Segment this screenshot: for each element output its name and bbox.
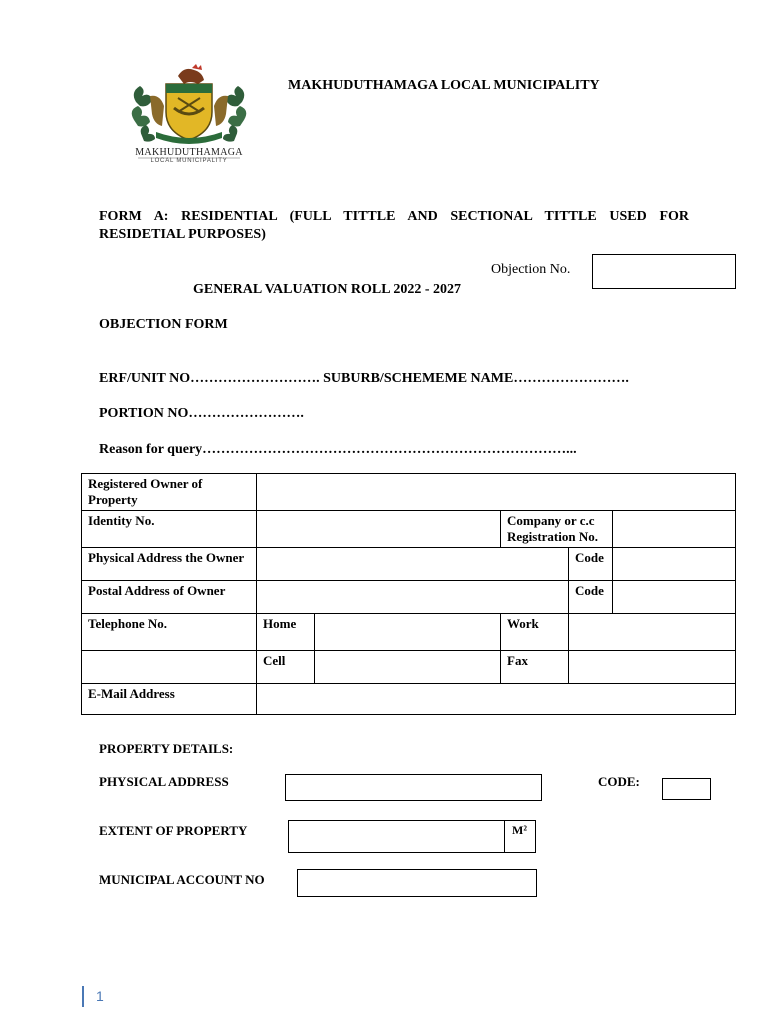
property-code-field[interactable] bbox=[662, 778, 711, 800]
fax-label: Fax bbox=[501, 651, 569, 684]
extent-label: EXTENT OF PROPERTY bbox=[99, 823, 248, 838]
coat-of-arms-icon bbox=[128, 62, 250, 164]
property-code-label: CODE: bbox=[598, 774, 640, 789]
logo-text-line2: LOCAL MUNICIPALITY bbox=[150, 158, 228, 164]
work-phone-field[interactable] bbox=[569, 614, 736, 651]
registered-owner-label: Registered Owner of Property bbox=[82, 474, 257, 511]
account-no-field[interactable] bbox=[297, 869, 537, 897]
roll-title: GENERAL VALUATION ROLL 2022 - 2027 bbox=[193, 282, 461, 297]
telephone-label: Telephone No. bbox=[82, 614, 257, 651]
portion-line: PORTION NO……………………. bbox=[99, 406, 304, 421]
physical-address-label: PHYSICAL ADDRESS bbox=[99, 774, 229, 789]
municipality-name: MAKHUDUTHAMAGA LOCAL MUNICIPALITY bbox=[288, 78, 600, 93]
postal-code-label: Code bbox=[569, 581, 613, 614]
form-title: FORM A: RESIDENTIAL (FULL TITTLE AND SECTIONAL TITTLE USED FOR RESIDETIAL PURPOSES) bbox=[99, 209, 689, 242]
postal-address-owner-label: Postal Address of Owner bbox=[82, 581, 257, 614]
objection-no-field[interactable] bbox=[592, 254, 736, 289]
registered-owner-field[interactable] bbox=[257, 474, 736, 511]
page-number-bar bbox=[82, 986, 84, 1007]
account-no-label: MUNICIPAL ACCOUNT NO bbox=[99, 872, 265, 887]
company-reg-label: Company or c.c Registration No. bbox=[501, 511, 613, 548]
logo-text-line1: MAKHUDUTHAMAGA bbox=[135, 147, 243, 158]
reason-line: Reason for query……………………………………………………………………... bbox=[99, 442, 577, 457]
cell-phone-field[interactable] bbox=[315, 651, 501, 684]
municipality-logo bbox=[128, 62, 250, 164]
physical-address-field[interactable] bbox=[285, 774, 542, 801]
work-label: Work bbox=[501, 614, 569, 651]
home-label: Home bbox=[257, 614, 315, 651]
home-phone-field[interactable] bbox=[315, 614, 501, 651]
company-reg-field[interactable] bbox=[613, 511, 736, 548]
property-details-heading: PROPERTY DETAILS: bbox=[99, 741, 234, 756]
telephone-blank-cell bbox=[82, 651, 257, 684]
square-metre-unit: M² bbox=[504, 820, 536, 853]
extent-field[interactable] bbox=[288, 820, 505, 853]
postal-address-owner-field[interactable] bbox=[257, 581, 569, 614]
physical-address-owner-field[interactable] bbox=[257, 548, 569, 581]
physical-address-owner-label: Physical Address the Owner bbox=[82, 548, 257, 581]
identity-no-label: Identity No. bbox=[82, 511, 257, 548]
physical-code-field[interactable] bbox=[613, 548, 736, 581]
objection-no-label: Objection No. bbox=[491, 262, 571, 277]
fax-field[interactable] bbox=[569, 651, 736, 684]
physical-code-label: Code bbox=[569, 548, 613, 581]
identity-no-field[interactable] bbox=[257, 511, 501, 548]
page-number: 1 bbox=[96, 988, 104, 1004]
email-field[interactable] bbox=[257, 684, 736, 715]
email-label: E-Mail Address bbox=[82, 684, 257, 715]
cell-label: Cell bbox=[257, 651, 315, 684]
postal-code-field[interactable] bbox=[613, 581, 736, 614]
owner-details-table bbox=[81, 473, 736, 715]
erf-suburb-line: ERF/UNIT NO………………………. SUBURB/SCHEMEME NAME……………………. bbox=[99, 371, 629, 386]
objection-form-heading: OBJECTION FORM bbox=[99, 317, 228, 332]
